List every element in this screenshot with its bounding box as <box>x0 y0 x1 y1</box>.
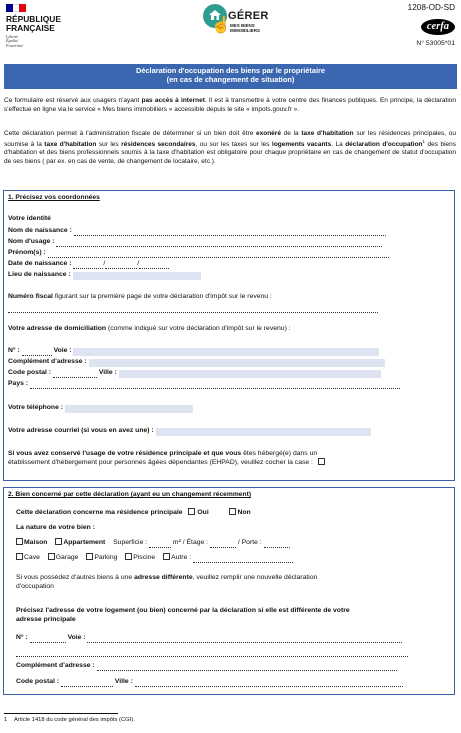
footnote-separator <box>4 713 118 714</box>
fiscal-number-field[interactable] <box>8 307 378 313</box>
birth-month-field[interactable] <box>105 263 137 269</box>
phone-field[interactable] <box>65 405 193 413</box>
street-field[interactable] <box>73 348 379 356</box>
nature-row-2: Cave Garage Parking Piscine Autre : <box>16 553 293 563</box>
principal-no-checkbox[interactable] <box>229 508 236 515</box>
pointing-hand-icon: ☝ <box>211 17 231 34</box>
address-complement-field[interactable] <box>89 359 385 367</box>
gerer-mes-biens-logo <box>203 4 283 44</box>
principal-yes-checkbox[interactable] <box>188 508 195 515</box>
principal-residence-row: Cette déclaration concerne ma résidence principale Oui Non <box>16 509 251 516</box>
birth-day-field[interactable] <box>73 263 103 269</box>
property-city-field[interactable] <box>135 681 403 687</box>
republic-name: RÉPUBLIQUE FRANÇAISE <box>6 14 61 33</box>
cerfa-logo: cerfa <box>421 19 455 35</box>
other-address-note: Si vous possédez d'autres biens à une adresse différente, veuillez remplir une nouvelle déclaration d'occupation <box>16 574 318 591</box>
garage-checkbox[interactable] <box>48 553 55 560</box>
cellar-checkbox[interactable] <box>16 553 23 560</box>
property-complement-row: Complément d'adresse : <box>16 662 397 671</box>
birth-name-field[interactable] <box>74 230 386 236</box>
usage-name-row: Nom d'usage : <box>8 238 382 247</box>
property-street-number-field[interactable] <box>30 637 66 643</box>
other-field[interactable] <box>193 557 293 563</box>
door-field[interactable] <box>264 542 290 548</box>
surface-field[interactable] <box>149 542 171 548</box>
birth-year-field[interactable] <box>139 263 169 269</box>
republic-motto: Liberté Égalité Fraternité <box>6 33 24 48</box>
section-contact-details <box>3 190 455 481</box>
section-property <box>3 487 455 695</box>
section1-title: 1. Précisez vos coordonnées <box>8 194 100 201</box>
postal-code-field[interactable] <box>53 372 97 378</box>
page-header <box>0 0 461 62</box>
property-postal-code-field[interactable] <box>61 681 113 687</box>
ehpad-row: Si vous avez conservé l'usage de votre résidence principale et que vous êtes hébergé(e) dans un établissement d'hébergement pour personnes âgées dépendantes (EHPAD), veuillez cocher la case : <box>8 449 452 467</box>
parking-checkbox[interactable] <box>86 553 93 560</box>
postal-city-row: Code postal : Ville : <box>8 369 381 378</box>
city-field[interactable] <box>119 370 381 378</box>
nature-row-1: Maison Appartement Superficie : m² / Étage : / Porte : <box>16 538 290 548</box>
form-reference <box>408 3 455 49</box>
birth-name-row: Nom de naissance : <box>8 227 386 236</box>
property-street-row-2 <box>16 648 408 657</box>
birth-date-row: Date de naissance : / / <box>8 260 169 269</box>
apartment-checkbox[interactable] <box>55 538 62 545</box>
ehpad-checkbox[interactable] <box>318 458 325 465</box>
intro-paragraph-2: Cette déclaration permet à l'administration fiscale de déterminer si un bien doit être exonéré de la taxe d'habitation sur les résidences principales, ou soumise à la taxe d'habitation sur les résidences secondaires, ou sur les taxes sur les logements vacants. La déclaration d'occupation$^1$ des biens d'habitation et des biens professionnels soumis à la taxe d'habitation est obligatoire pour chaque propriétaire en cas de changement de statut d'occupation de ses biens ( par ex. en cas de vente, de changement de locataire, etc.). <box>4 130 457 165</box>
nature-question: La nature de votre bien : <box>16 524 95 531</box>
floor-field[interactable] <box>210 542 236 548</box>
birth-place-field[interactable] <box>73 272 201 280</box>
property-street-field-2[interactable] <box>16 651 408 657</box>
property-address-question: Précisez l'adresse de votre logement (ou bien) concerné par la déclaration si elle est différente de votre adresse principale <box>16 607 350 624</box>
republique-francaise-logo <box>6 4 76 48</box>
cerfa-number: N° 53005*01 <box>416 39 455 47</box>
first-names-row: Prénom(s) : <box>8 249 389 258</box>
form-code: 1208-OD-SD <box>407 3 455 12</box>
footnote: 1 Article 1418 du code général des impôts (CGI). <box>4 717 135 723</box>
email-field[interactable] <box>156 428 371 436</box>
pool-checkbox[interactable] <box>125 553 132 560</box>
fiscal-number-row: Numéro fiscal figurant sur la première page de votre déclaration d'impôt sur le revenu : <box>8 293 272 300</box>
usage-name-field[interactable] <box>56 241 382 247</box>
address-no-street-row: N° : Voie : <box>8 347 379 356</box>
fiscal-number-row-2 <box>8 304 378 313</box>
country-row: Pays : <box>8 380 400 389</box>
footnote-ref: 1 <box>422 138 426 144</box>
street-number-field[interactable] <box>22 350 52 356</box>
house-checkbox[interactable] <box>16 538 23 545</box>
form-title: Déclaration d'occupation des biens par le propriétaire (en cas de changement de situation) <box>4 64 457 89</box>
phone-row: Votre téléphone : <box>8 404 193 413</box>
section2-title: 2. Bien concerné par cette déclaration (ayant eu un changement récemment) <box>8 491 252 498</box>
birth-place-row: Lieu de naissance : <box>8 271 201 280</box>
french-flag-icon <box>6 4 26 12</box>
property-complement-field[interactable] <box>97 665 397 671</box>
address-heading-row: Votre adresse de domiciliation (comme indiqué sur votre déclaration d'impôt sur le revenu) : <box>8 325 291 332</box>
logo-title: GÉRER <box>228 10 269 22</box>
other-checkbox[interactable] <box>163 553 170 560</box>
intro-paragraph-1: Ce formulaire est réservé aux usagers n'ayant pas accès à internet. Il est à transmettre à votre centre des finances publiques. En principe, la déclaration s'effectue en ligne via le service « Mes biens immobiliers » accessible depuis le site « impots.gouv.fr ». <box>4 97 456 113</box>
property-no-street-row: N° : Voie : <box>16 634 402 643</box>
country-field[interactable] <box>30 383 400 389</box>
address-complement-row: Complément d'adresse : <box>8 358 385 367</box>
first-names-field[interactable] <box>48 252 389 258</box>
identity-heading: Votre identité <box>8 215 51 222</box>
email-row: Votre adresse courriel (si vous en avez une) : <box>8 427 371 436</box>
logo-subtitle: MES BIENS IMMOBILIERS <box>230 23 260 34</box>
property-street-field[interactable] <box>87 637 402 643</box>
property-postal-city-row: Code postal : Ville : <box>16 678 403 687</box>
